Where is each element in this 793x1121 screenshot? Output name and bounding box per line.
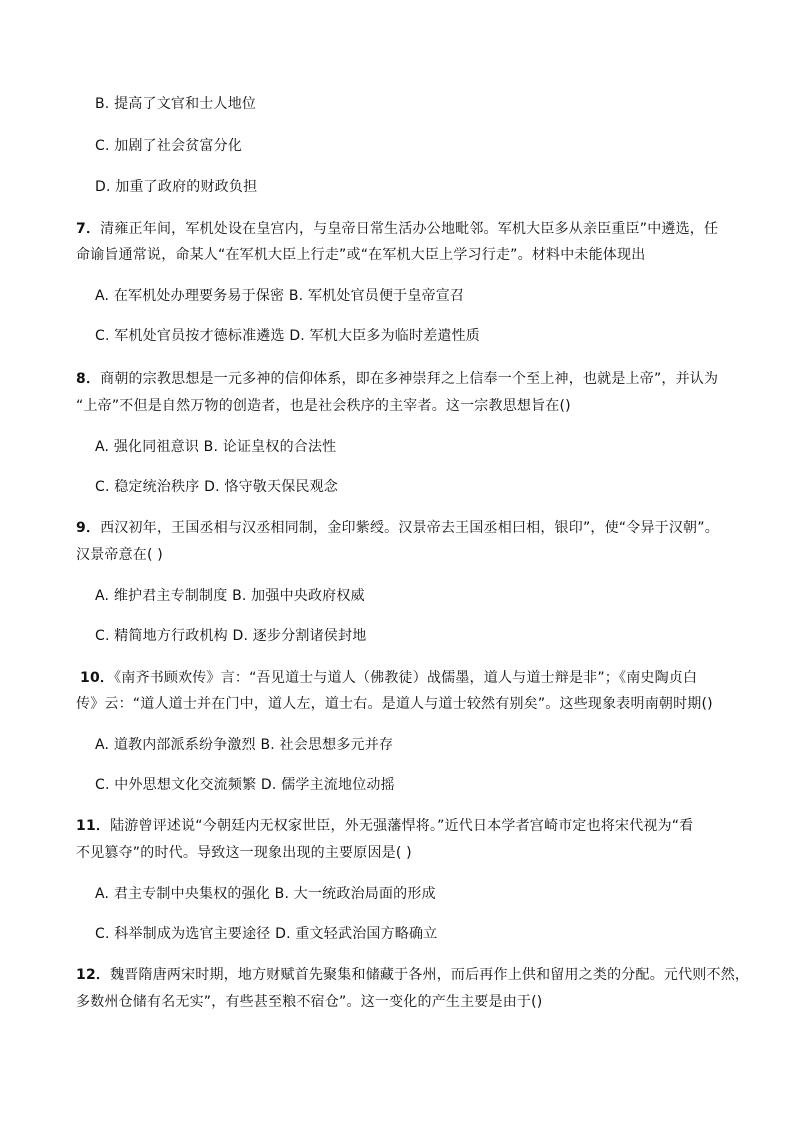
question-10-line-2: 传》云：“道人道士并在门中，道人左，道士右。是道人与道士较然有别矣”。这些现象表明南朝时期()	[76, 696, 713, 712]
answer-option: B. 提高了文官和士人地位	[95, 96, 257, 112]
answer-option: A. 君主专制中央集权的强化 B. 大一统政治局面的形成	[95, 886, 436, 902]
question-text: 西汉初年，王国丞相与汉丞相同制，金印紫绶。汉景帝去王国丞相曰相，银印”，使“令异于汉朝”。	[100, 520, 719, 536]
question-number: 7．	[76, 221, 101, 237]
question-9-line-1	[76, 518, 719, 538]
answer-option: A. 道教内部派系纷争激烈 B. 社会思想多元并存	[95, 737, 394, 753]
question-11-line-2: 不见篡夺”的时代。导致这一现象出现的主要原因是( )	[76, 845, 412, 861]
question-8-line-2: “上帝”不但是自然万物的创造者，也是社会秩序的主宰者。这一宗教思想旨在()	[76, 398, 571, 414]
answer-option: C. 加剧了社会贫富分化	[95, 138, 243, 154]
question-8-line-1	[76, 369, 718, 389]
question-text: 商朝的宗教思想是一元多神的信仰体系，即在多神崇拜之上信奉一个至上神，也就是上帝”，并认为	[100, 371, 719, 387]
answer-option: C. 军机处官员按才德标准遴选 D. 军机大臣多为临时差遣性质	[95, 328, 481, 344]
question-12-line-1	[76, 965, 749, 985]
answer-option: C. 中外思想文化交流频繁 D. 儒学主流地位动摇	[95, 777, 395, 793]
answer-option: C. 科举制成为选官主要途径 D. 重文轻武治国方略确立	[95, 926, 438, 942]
question-number: 12．	[76, 967, 111, 983]
answer-option: A. 强化同祖意识 B. 论证皇权的合法性	[95, 439, 337, 455]
question-12-line-2: 多数州仓储有名无实”，有些甚至粮不宿仓”。这一变化的产生主要是由于()	[76, 994, 543, 1010]
question-text: 《南齐书顾欢传》言：“吾见道士与道人（佛教徒）战儒墨，道人与道士辩是非”；《南史陶贞白	[114, 670, 698, 686]
answer-option: D. 加重了政府的财政负担	[95, 179, 258, 195]
question-7-line-1	[76, 219, 718, 239]
answer-option: A. 维护君主专制制度 B. 加强中央政府权威	[95, 588, 365, 604]
question-text: 清雍正年间，军机处设在皇宫内，与皇帝日常生活办公地毗邻。军机大臣多从亲臣重臣”中遴选，任	[100, 221, 719, 237]
question-11-line-1	[76, 816, 693, 836]
answer-option: C. 精简地方行政机构 D. 逐步分割诸侯封地	[95, 628, 367, 644]
question-text: 陆游曾评述说“今朝廷内无权家世臣，外无强藩悍将。”近代日本学者宫崎市定也将宋代视为“看	[110, 818, 694, 834]
question-10-line-1	[80, 668, 697, 688]
answer-option: A. 在军机处办理要务易于保密 B. 军机处官员便于皇帝宣召	[95, 288, 465, 304]
question-number: 10．	[80, 670, 115, 686]
question-number: 11．	[76, 818, 111, 834]
answer-option: C. 稳定统治秩序 D. 恪守敬天保民观念	[95, 479, 339, 495]
question-number: 8．	[76, 371, 101, 387]
question-text: 魏晋隋唐两宋时期，地方财赋首先聚集和储藏于各州，而后再作上供和留用之类的分配。元代则不然，	[110, 967, 750, 983]
question-7-line-2: 命谕旨通常说，命某人“在军机大臣上行走”或“在军机大臣上学习行走”。材料中未能体现出	[76, 247, 646, 263]
question-number: 9．	[76, 520, 101, 536]
question-9-line-2: 汉景帝意在( )	[76, 547, 163, 563]
